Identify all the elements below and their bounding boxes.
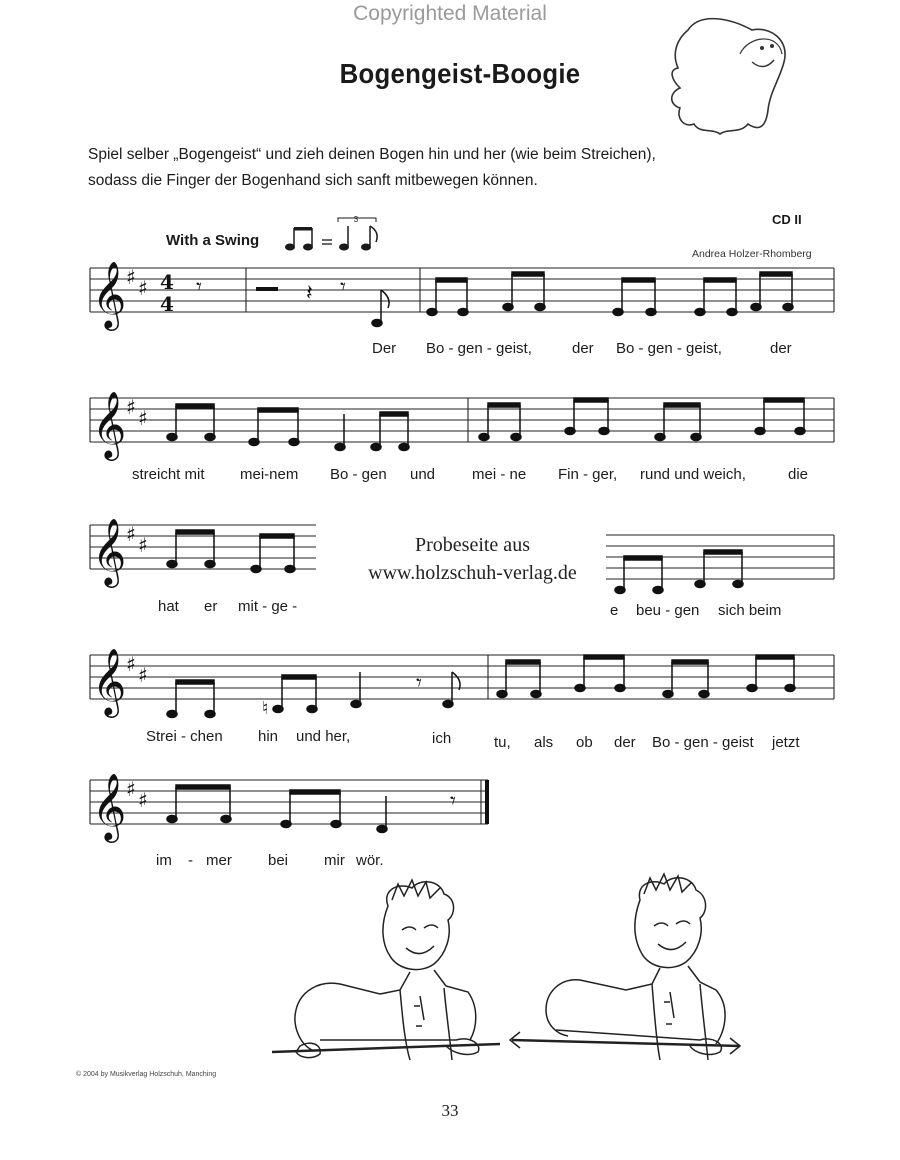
time-signature-bottom: 4 — [160, 292, 174, 316]
lyric-syllable: und her, — [296, 728, 351, 745]
lyric-syllable: mei - ne — [472, 466, 527, 483]
quarter-rest-icon: 𝄽 — [306, 281, 313, 306]
lyric-syllable: e — [610, 602, 619, 619]
cd-track-label: CD II — [772, 212, 802, 227]
lyric-syllable: bei — [268, 852, 289, 869]
lyric-syllable: der — [770, 340, 792, 357]
svg-text:♯: ♯ — [126, 522, 136, 546]
lyric-syllable: mei-nem — [240, 466, 299, 483]
lyric-syllable: tu, — [494, 734, 511, 751]
lyric-syllable: Strei - chen — [146, 728, 223, 745]
lyric-syllable: ich — [432, 730, 452, 747]
lyric-syllable: der — [614, 734, 636, 751]
svg-text:𝄞: 𝄞 — [92, 647, 127, 715]
copyright-notice: © 2004 by Musikverlag Holzschuh, Manching — [76, 1071, 217, 1078]
page-number: 33 — [441, 1101, 459, 1120]
lyric-syllable: Bo - gen — [330, 466, 387, 483]
eighth-rest-icon: 𝄾 — [196, 275, 202, 300]
svg-text:𝄞: 𝄞 — [92, 772, 127, 840]
lyric-syllable: mir — [324, 852, 345, 869]
lyric-syllable: mer — [206, 852, 232, 869]
lyric-syllable: der — [572, 340, 594, 357]
lyric-syllable: Fin - ger, — [558, 466, 618, 483]
lyric-syllable: und — [410, 466, 436, 483]
svg-text:𝄾: 𝄾 — [416, 671, 422, 696]
lyric-syllable: wör. — [356, 852, 384, 869]
lyric-syllable: mit - ge - — [238, 598, 298, 615]
lyric-syllable: rund und weich, — [640, 466, 746, 483]
svg-text:♯: ♯ — [138, 533, 148, 557]
lyric-syllable: Der — [372, 340, 397, 357]
key-signature-icon: ♯ — [126, 265, 136, 289]
lyric-syllable: im — [156, 852, 172, 869]
svg-text:𝄞: 𝄞 — [92, 517, 127, 585]
preview-url: www.holzschuh-verlag.de — [368, 562, 577, 584]
svg-text:♯: ♯ — [126, 395, 136, 419]
lyric-syllable: Bo - gen - geist, — [616, 340, 722, 357]
svg-text:♯: ♯ — [126, 777, 136, 801]
time-signature-top: 4 — [160, 270, 174, 294]
svg-text:𝄞: 𝄞 — [92, 390, 127, 458]
lyric-syllable: er — [204, 598, 218, 615]
boy-left-drawing — [295, 880, 479, 1060]
boy-right-drawing — [546, 874, 725, 1060]
lyric-syllable: streicht mit — [132, 466, 205, 483]
lyric-syllable: die — [788, 466, 809, 483]
preview-line-1: Probeseite aus — [415, 534, 530, 556]
lyric-syllable: jetzt — [772, 734, 800, 751]
tempo-marking: With a Swing — [166, 232, 260, 249]
lyric-syllable: Bo - gen - geist, — [426, 340, 532, 357]
instructions-line-1: Spiel selber „Bogengeist“ und zieh deinen Bogen hin und her (wie beim Streichen), — [88, 146, 656, 163]
svg-text:♯: ♯ — [138, 276, 148, 300]
svg-text:𝄾: 𝄾 — [340, 275, 346, 300]
lyric-syllable: sich beim — [718, 602, 782, 619]
lyric-syllable: hat — [158, 598, 179, 615]
lyric-syllable: - — [188, 852, 193, 869]
natural-sign-icon: ♮ — [262, 698, 269, 719]
lyric-syllable: Bo - gen - geist — [652, 734, 754, 751]
svg-text:♯: ♯ — [138, 663, 148, 687]
lyric-syllable: als — [534, 734, 554, 751]
svg-text:♯: ♯ — [138, 406, 148, 430]
lyric-syllable: beu - gen — [636, 602, 700, 619]
copyright-watermark: Copyrighted Material — [353, 2, 547, 25]
page-title: Bogengeist-Boogie — [339, 58, 581, 89]
treble-clef-icon: 𝄞 — [92, 260, 127, 328]
composer-credit: Andrea Holzer-Rhomberg — [692, 248, 812, 260]
lyric-syllable: hin — [258, 728, 279, 745]
svg-text:3: 3 — [353, 215, 359, 224]
lyric-syllable: ob — [576, 734, 593, 751]
instructions-line-2: sodass die Finger der Bogenhand sich sanft mitbewegen können. — [88, 172, 538, 189]
svg-text:♯: ♯ — [138, 788, 148, 812]
svg-text:♯: ♯ — [126, 652, 136, 676]
svg-text:𝄾: 𝄾 — [450, 789, 456, 814]
